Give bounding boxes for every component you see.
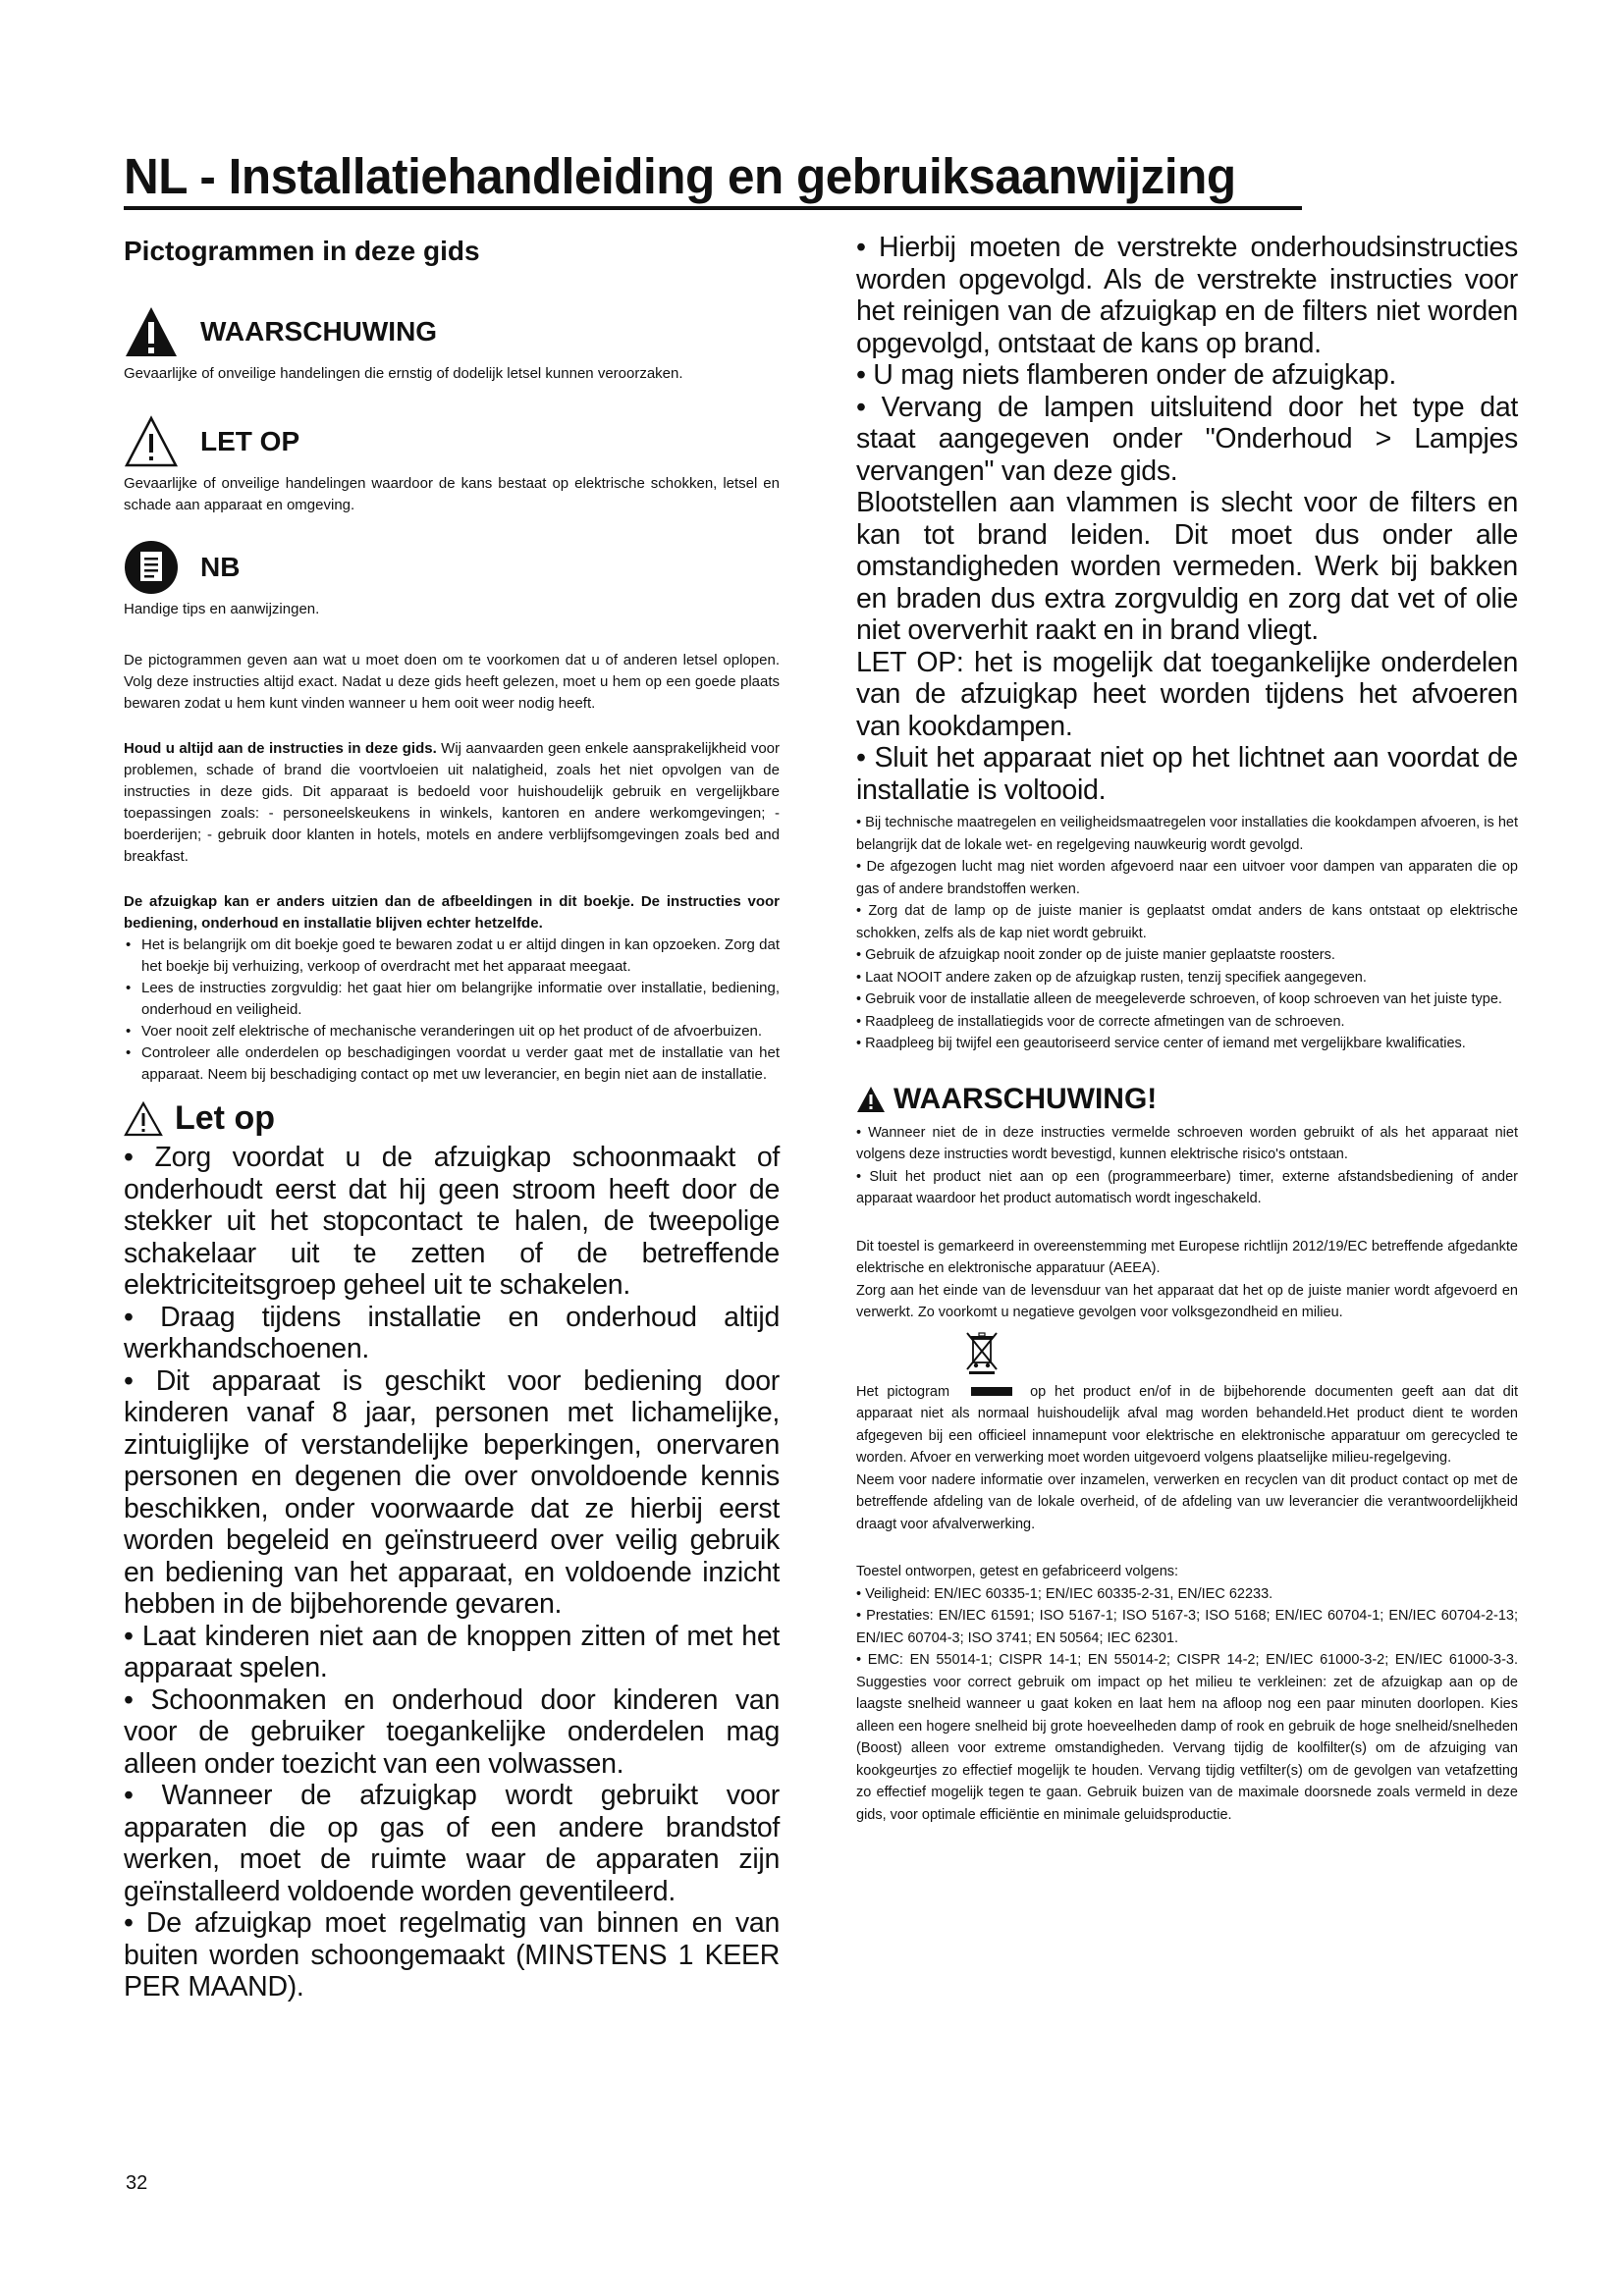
picto-suffix: op het product en/of in de bijbehorende documenten geeft aan dat dit apparaat niet als normaal huishoudelijk afval mag worden behandeld.Het product dient te worden afgegeven bij een officieel innamepunt voor elektrische en elektronische apparatuur om gerecycled te worden. Afvoer en verwerking moet worden uitgevoerd volgens plaatselijke milieu-regelgeving. xyxy=(856,1383,1518,1466)
standards-item: • Prestaties: EN/IEC 61591; ISO 5167-1; ISO 5167-3; ISO 5168; EN/IEC 60704-1; EN/IEC 60704-2-13; EN/IEC 60704-3; ISO 3741; EN 50564; IEC 62301. xyxy=(856,1608,1518,1646)
warning-triangle-outline-icon xyxy=(124,414,179,469)
weee-paragraph: Zorg aan het einde van de levensduur van het apparaat dat het op de juiste manier wordt afgevoerd en verwerkt. Zo voorkomt u negatieve gevolgen voor volksgezondheid en milieu. xyxy=(856,1282,1518,1320)
list-item: • Het is belangrijk om dit boekje goed te bewaren zodat u er altijd dingen in kan opzoeken. Zorg dat het boekje bij verhuizing, verkoop of overdracht met het apparaat meegaat. xyxy=(124,934,780,978)
document-note-icon xyxy=(124,540,179,595)
letop-heading xyxy=(124,1099,780,1138)
weee-bar-icon xyxy=(971,1387,1012,1396)
installation-paragraph: • Gebruik de afzuigkap nooit zonder op de juiste manier geplaatste roosters. xyxy=(856,947,1335,963)
letop-paragraph: • De afzuigkap moet regelmatig van binnen en van buiten worden schoongemaakt (MINSTENS 1 KEER PER MAAND). xyxy=(124,1907,780,2002)
warning-label: WAARSCHUWING xyxy=(200,316,438,347)
keep-instructions-paragraph xyxy=(124,738,780,868)
safety-paragraph: Blootstellen aan vlammen is slecht voor de filters en kan tot brand leiden. Dit moet dus onder alle omstandigheden worden vermeden. Werk bij bakken en braden dus extra zorgvuldig en zorg dat vet of olie niet oververhit raakt en in brand vliegt. xyxy=(856,487,1518,646)
safety-paragraph: LET OP: het is mogelijk dat toegankelijke onderdelen van de afzuigkap heet worden tijdens het afvoeren van kookdampen. xyxy=(856,646,1518,742)
installation-paragraph: • Raadpleeg de installatiegids voor de correcte afmetingen van de schroeven. xyxy=(856,1013,1345,1030)
letop-paragraph: • Dit apparaat is geschikt voor bediening door kinderen vanaf 8 jaar, personen met lichamelijke, zintuiglijke of verstandelijke beperkingen, onervaren personen en degenen die over onvoldoende kennis beschikken, onder voorwaarde dat ze hierbij eerst worden begeleid en geïnstrueerd over veilig gebruik en bediening van het apparaat, en voldoende inzicht hebben in de bijbehorende gevaren. xyxy=(124,1364,780,1620)
standards-item: • Veiligheid: EN/IEC 60335-1; EN/IEC 60335-2-31, EN/IEC 62233. xyxy=(856,1585,1273,1602)
letop-paragraph: • Draag tijdens installatie en onderhoud altijd werkhandschoenen. xyxy=(124,1301,780,1364)
installation-paragraph: • Zorg dat de lamp op de juiste manier is geplaatst omdat anders de kans ontstaat op elektrische schokken, zelfs als de kap niet wordt gebruikt. xyxy=(856,903,1518,941)
warning-triangle-filled-icon xyxy=(124,304,179,359)
intro-paragraph: De pictogrammen geven aan wat u moet doen om te voorkomen dat u of anderen letsel oplopen. Volg deze instructies altijd exact. Nadat u deze gids heeft gelezen, moet u hem op een goede plaats bewaren zodat u hem kunt vinden wanneer u hem ooit weer nodig heeft. xyxy=(124,652,780,712)
recycle-info: Neem voor nadere informatie over inzamelen, verwerken en recyclen van dit product contact op met de betreffende afdeling van de lokale overheid, of de afdeling van uw leverancier die verantwoordelijkheid draagt voor afvalverwerking. xyxy=(856,1471,1518,1532)
list-item: • Lees de instructies zorgvuldig: het gaat hier om belangrijke informatie over installatie, bediening, onderhoud en veiligheid. xyxy=(124,978,780,1021)
page-number: 32 xyxy=(126,2172,148,2194)
keep-instructions-text: Wij aanvaarden geen enkele aansprakelijkheid voor problemen, schade of brand die voortvloeien uit nalatigheid, zoals het niet opvolgen van de instructies in deze gids. Dit apparaat is bedoeld voor huishoudelijk gebruik en vergelijkbare toepassingen zoals: - personeelskeukens in winkels, kantoren en andere werkomgevingen; - boerderijen; - gebruik door klanten in hotels, motels en andere verblijfsomgevingen zoals bed and breakfast. xyxy=(124,740,780,865)
warning-picto xyxy=(124,304,780,359)
safety-paragraph: • Sluit het apparaat niet op het lichtnet aan voordat de installatie is voltooid. xyxy=(856,742,1518,806)
warning2-label: WAARSCHUWING! xyxy=(893,1082,1158,1115)
warning2-paragraph: • Wanneer niet de in deze instructies vermelde schroeven worden gebruikt of als het apparaat niet volgens deze instructies wordt bevestigd, kunnen elektrische risico's ontstaan. xyxy=(856,1124,1518,1162)
installation-paragraph: • Laat NOOIT andere zaken op de afzuigkap rusten, tenzij specifiek aangegeven. xyxy=(856,969,1367,986)
letop-paragraph: • Laat kinderen niet aan de knoppen zitten of met het apparaat spelen. xyxy=(124,1620,780,1683)
caution-text: Gevaarlijke of onveilige handelingen waardoor de kans bestaat op elektrische schokken, letsel en schade aan apparaat en omgeving. xyxy=(124,475,780,513)
warning2-heading xyxy=(856,1083,1518,1116)
warning-triangle-outline-icon xyxy=(124,1101,163,1137)
installation-paragraph: • Gebruik voor de installatie alleen de meegeleverde schroeven, of koop schroeven van het juiste type. xyxy=(856,991,1502,1007)
safety-paragraph: • Vervang de lampen uitsluitend door het type dat staat aangegeven onder "Onderhoud > Lampjes vervangen" van deze gids. xyxy=(856,391,1518,487)
safety-paragraph: • U mag niets flamberen onder de afzuigkap. xyxy=(856,359,1396,391)
standards-item: • EMC: EN 55014-1; CISPR 14-1; EN 55014-2; CISPR 14-2; EN/IEC 61000-3-2; EN/IEC 61000-3-3. Suggesties voor correct gebruik om impact op het milieu te verkleinen: zet de afzuigkap aan op de laagste snelheid wanneer u gaat koken en laat hem na afloop nog een paar minuten doorlopen. Kies alleen een hogere snelheid bij grote hoeveelheden damp of rook en gebruik de hoge snelheid/snelheden (Boost) alleen voor extreme omstandigheden. Vervang tijdig de koolfilter(s) om de afzuiging van kookgeurtjes zo effectief mogelijk te houden. Vervang tijdig vetfilter(s) om de gevolgen van vetafzetting zo effectief mogelijk tegen te gaan. Gebruik buizen van de maximale doorsnede zoals vermeld in deze gids, voor optimale efficiëntie en minimale geluidsproductie. xyxy=(856,1652,1518,1823)
letop-paragraph: • Zorg voordat u de afzuigkap schoonmaakt of onderhoudt eerst dat hij geen stroom heeft door de stekker uit het stopcontact te halen, de tweepolige schakelaar uit te zetten of de betreffende elektriciteitsgroep geheel uit te schakelen. xyxy=(124,1142,780,1301)
right-column xyxy=(856,232,1518,1826)
warning-triangle-filled-icon xyxy=(856,1086,886,1113)
keep-instructions-bold: Houd u altijd aan de instructies in deze gids. xyxy=(124,740,437,757)
caution-label: LET OP xyxy=(200,426,300,456)
warning-text: Gevaarlijke of onveilige handelingen die ernstig of dodelijk letsel kunnen veroorzaken. xyxy=(124,365,683,382)
letop-paragraph: • Wanneer de afzuigkap wordt gebruikt voor apparaten die op gas of een andere brandstof werken, moet de ruimte waar de apparaten zijn geïnstalleerd voldoende worden geventileerd. xyxy=(124,1780,780,1907)
caution-picto xyxy=(124,414,780,469)
safety-paragraph: • Hierbij moeten de verstrekte onderhoudsinstructies worden opgevolgd. Als de verstrekte instructies voor het reinigen van de afzuigkap en de filters niet worden opgevolgd, ontstaat de kans op brand. xyxy=(856,232,1518,359)
list-item: • Controleer alle onderdelen op beschadigingen voordat u verder gaat met de installatie van het apparaat. Neem bij beschadiging contact op met uw leverancier, en begin niet aan de installatie. xyxy=(124,1042,780,1086)
differ-notice: De afzuigkap kan er anders uitzien dan de afbeeldingen in dit boekje. De instructies voor bediening, onderhoud en installatie blijven echter hetzelfde. xyxy=(124,893,780,932)
general-bullets xyxy=(124,934,780,1086)
note-text: Handige tips en aanwijzingen. xyxy=(124,601,320,617)
page-title: NL - Installatiehandleiding en gebruiksaanwijzing xyxy=(124,148,1236,204)
warning2-paragraph: • Sluit het product niet aan op een (programmeerbare) timer, externe afstandsbediening of ander apparaat waardoor het product automatisch wordt ingeschakeld. xyxy=(856,1168,1518,1206)
title-underline xyxy=(124,206,1302,210)
note-picto xyxy=(124,540,780,595)
crossed-out-bin-icon xyxy=(964,1330,1000,1375)
note-label: NB xyxy=(200,552,241,582)
section-title: Pictogrammen in deze gids xyxy=(124,236,480,266)
installation-paragraph: • Bij technische maatregelen en veiligheidsmaatregelen voor installaties die kookdampen afvoeren, is het belangrijk dat de lokale wet- en regelgeving nauwkeurig wordt gevolgd. xyxy=(856,815,1518,853)
letop-paragraph: • Schoonmaken en onderhoud door kinderen van voor de gebruiker toegankelijke onderdelen mag alleen onder toezicht van een volwassen. xyxy=(124,1683,780,1780)
installation-paragraph: • De afgezogen lucht mag niet worden afgevoerd naar een uitvoer voor dampen van apparaten die op gas of andere brandstoffen werken. xyxy=(856,859,1518,897)
left-column xyxy=(124,236,780,2003)
weee-paragraph: Dit toestel is gemarkeerd in overeenstemming met Europese richtlijn 2012/19/EC betreffende afgedankte elektrische en elektronische apparatuur (AEEA). xyxy=(856,1238,1518,1276)
installation-paragraph: • Raadpleeg bij twijfel een geautoriseerd service center of iemand met vergelijkbare kwalificaties. xyxy=(856,1036,1466,1051)
picto-prefix: Het pictogram xyxy=(856,1383,950,1400)
list-item: • Voer nooit zelf elektrische of mechanische veranderingen uit op het product of de afvoerbuizen. xyxy=(124,1021,780,1042)
picto-paragraph xyxy=(856,1381,1518,1469)
standards-intro: Toestel ontworpen, getest en gefabriceerd volgens: xyxy=(856,1564,1179,1579)
letop-label: Let op xyxy=(175,1099,275,1137)
